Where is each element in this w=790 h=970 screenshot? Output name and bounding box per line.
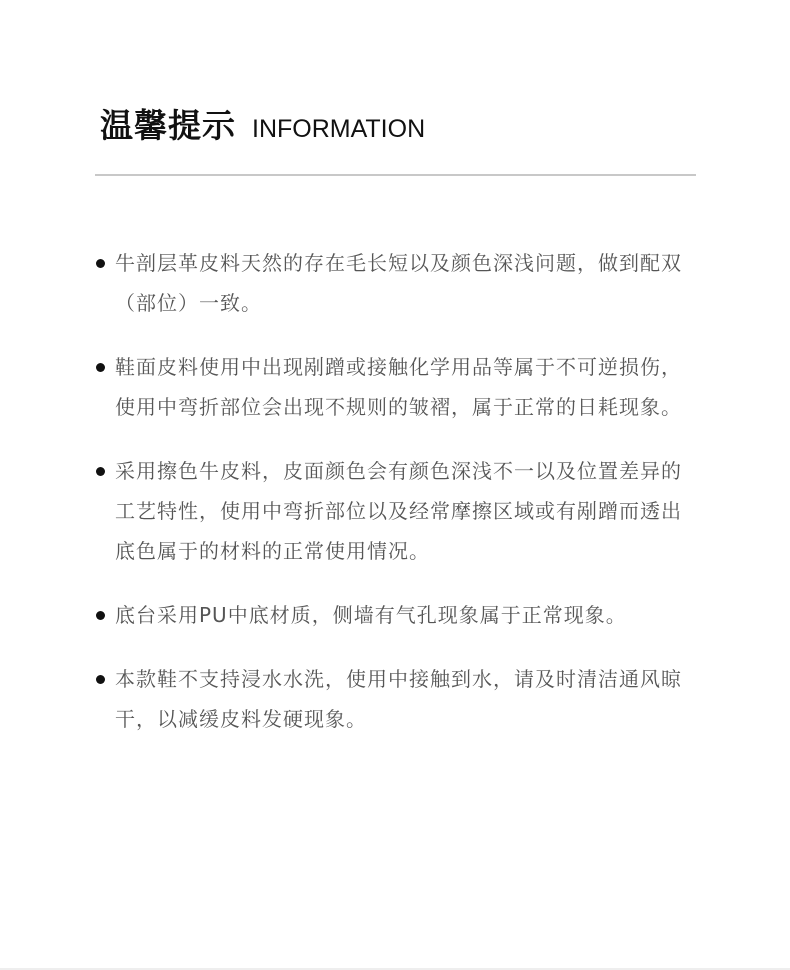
bullet-icon [96, 675, 105, 684]
note-text: 底台采用PU中底材质，侧墙有气孔现象属于正常现象。 [115, 603, 627, 627]
list-item [95, 347, 695, 427]
header-divider [95, 174, 696, 176]
title-chinese: 温馨提示 [100, 106, 236, 145]
list-item [95, 595, 695, 635]
note-text: 采用擦色牛皮料，皮面颜色会有颜色深浅不一以及位置差异的工艺特性，使用中弯折部位以及经常摩擦区域或有剐蹭而透出底色属于的材料的正常使用情况。 [115, 459, 682, 563]
bullet-icon [96, 363, 105, 372]
note-text: 本款鞋不支持浸水水洗，使用中接触到水，请及时清洁通风晾干，以减缓皮料发硬现象。 [115, 667, 682, 731]
note-text: 鞋面皮料使用中出现剐蹭或接触化学用品等属于不可逆损伤，使用中弯折部位会出现不规则的皱褶，属于正常的日耗现象。 [115, 355, 682, 419]
bullet-icon [96, 259, 105, 268]
section-header [100, 100, 425, 148]
bullet-icon [96, 467, 105, 476]
note-text: 牛剖层革皮料天然的存在毛长短以及颜色深浅问题，做到配双（部位）一致。 [115, 251, 682, 315]
notes-list [95, 243, 695, 763]
title-english: INFORMATION [252, 115, 426, 143]
list-item [95, 451, 695, 571]
list-item [95, 659, 695, 739]
bullet-icon [96, 611, 105, 620]
list-item [95, 243, 695, 323]
